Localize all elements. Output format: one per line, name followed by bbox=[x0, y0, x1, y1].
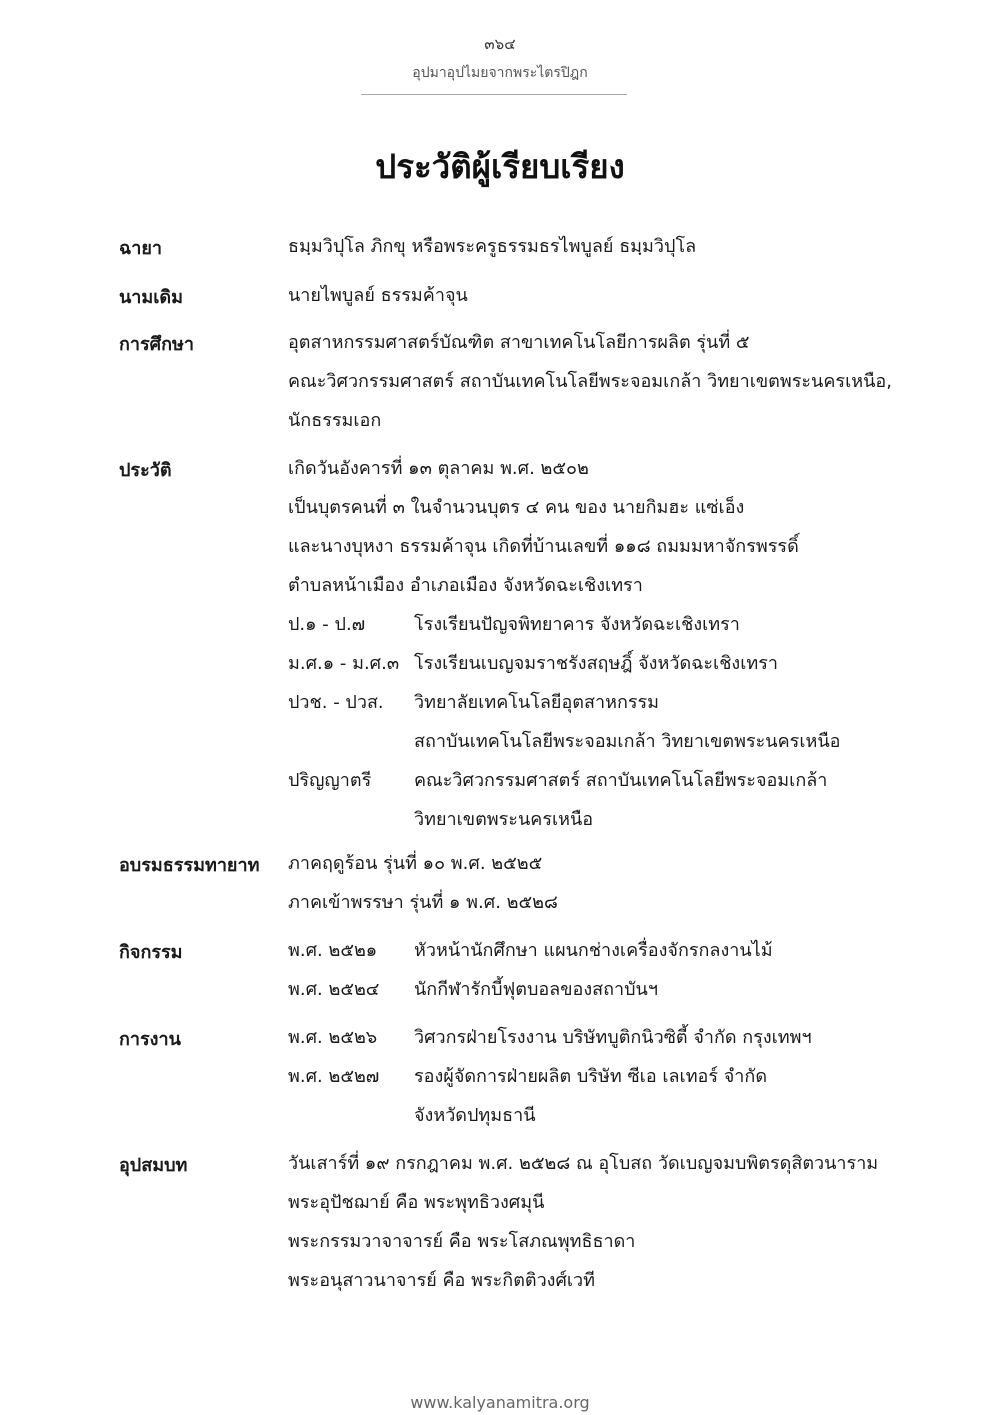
section-label: การศึกษา bbox=[119, 334, 194, 355]
text-line: ภาคเข้าพรรษา รุ่นที่ ๑ พ.ศ. ๒๕๒๘ bbox=[288, 892, 558, 913]
section-label: อบรมธรรมทายาท bbox=[119, 855, 260, 876]
education-row bbox=[288, 728, 938, 767]
education-row bbox=[288, 767, 938, 806]
row-key: ปริญญาตรี bbox=[288, 770, 372, 791]
section-content bbox=[288, 1024, 938, 1141]
page-title: ประวัติผู้เรียบเรียง bbox=[375, 147, 625, 186]
footer-url: www.kalyanamitra.org bbox=[410, 1393, 590, 1412]
row-value: โรงเรียนปัญจพิทยาคาร จังหวัดฉะเชิงเทรา bbox=[414, 614, 740, 635]
activity-row bbox=[288, 976, 938, 1015]
section-content bbox=[288, 455, 938, 845]
row-value: นักกีฬารักบี้ฟุตบอลของสถาบันฯ bbox=[414, 979, 658, 1000]
row-value: วิศวกรฝ่ายโรงงาน บริษัทบูติกนิวซิตี้ จำกัด กรุงเทพฯ bbox=[414, 1027, 812, 1048]
education-row bbox=[288, 689, 938, 728]
section-content bbox=[288, 282, 938, 321]
text-line: ธมฺมวิปุโล ภิกขุ หรือพระครูธรรมธรไพบูลย์ ธมฺมวิปุโล bbox=[288, 236, 697, 257]
education-row bbox=[288, 611, 938, 650]
section-label: ประวัติ bbox=[119, 460, 172, 481]
section-label: นามเดิม bbox=[119, 287, 183, 308]
text-line: พระกรรมวาจาจารย์ คือ พระโสภณพุทธิธาดา bbox=[288, 1231, 636, 1252]
section-content bbox=[288, 233, 938, 272]
row-value: หัวหน้านักศึกษา แผนกช่างเครื่องจักรกลงานไม้ bbox=[414, 940, 773, 961]
text-line: อุตสาหกรรมศาสตร์บัณฑิต สาขาเทคโนโลยีการผลิต รุ่นที่ ๕ bbox=[288, 332, 750, 353]
work-row bbox=[288, 1063, 938, 1102]
text-line: คณะวิศวกรรมศาสตร์ สถาบันเทคโนโลยีพระจอมเกล้า วิทยาเขตพระนครเหนือ, bbox=[288, 371, 892, 392]
row-value: วิทยาลัยเทคโนโลยีอุตสาหกรรม bbox=[414, 692, 660, 713]
work-row bbox=[288, 1102, 938, 1141]
section-content bbox=[288, 937, 938, 1015]
text-line: เกิดวันอังคารที่ ๑๓ ตุลาคม พ.ศ. ๒๕๐๒ bbox=[288, 458, 589, 479]
text-line: ตำบลหน้าเมือง อำเภอเมือง จังหวัดฉะเชิงเทรา bbox=[288, 575, 643, 596]
work-row bbox=[288, 1024, 938, 1063]
section-label: การงาน bbox=[119, 1029, 181, 1050]
row-value: สถาบันเทคโนโลยีพระจอมเกล้า วิทยาเขตพระนครเหนือ bbox=[414, 731, 841, 752]
text-line: ภาคฤดูร้อน รุ่นที่ ๑๐ พ.ศ. ๒๕๒๕ bbox=[288, 853, 543, 874]
section-content bbox=[288, 1150, 938, 1306]
row-key: ป.๑ - ป.๗ bbox=[288, 614, 366, 635]
text-line: และนางบุหงา ธรรมค้าจุน เกิดที่บ้านเลขที่ ๑๑๘ ถมมมหาจักรพรรดิ์ bbox=[288, 536, 799, 557]
row-key: พ.ศ. ๒๕๒๗ bbox=[288, 1066, 380, 1087]
header-divider bbox=[361, 94, 627, 95]
education-row bbox=[288, 650, 938, 689]
row-key: ม.ศ.๑ - ม.ศ.๓ bbox=[288, 653, 400, 674]
text-line: พระอุปัชฌาย์ คือ พระพุทธิวงศมุนี bbox=[288, 1192, 545, 1213]
row-value: วิทยาเขตพระนครเหนือ bbox=[414, 809, 594, 830]
section-content bbox=[288, 329, 938, 446]
section-label: กิจกรรม bbox=[119, 942, 183, 963]
text-line: นักธรรมเอก bbox=[288, 410, 382, 431]
section-label: อุปสมบท bbox=[119, 1155, 188, 1176]
text-line: เป็นบุตรคนที่ ๓ ในจำนวนบุตร ๔ คน ของ นายกิมฮะ แซ่เอ็ง bbox=[288, 497, 745, 518]
text-line: วันเสาร์ที่ ๑๙ กรกฎาคม พ.ศ. ๒๕๒๘ ณ อุโบสถ วัดเบญจมบพิตรดุสิตวนาราม bbox=[288, 1153, 879, 1174]
row-value: รองผู้จัดการฝ่ายผลิต บริษัท ซีเอ เลเทอร์ จำกัด bbox=[414, 1066, 768, 1087]
section-label: ฉายา bbox=[119, 238, 163, 259]
row-value: โรงเรียนเบญจมราชรังสฤษฎิ์ จังหวัดฉะเชิงเทรา bbox=[414, 653, 779, 674]
section-content bbox=[288, 850, 938, 928]
activity-row bbox=[288, 937, 938, 976]
row-key: พ.ศ. ๒๕๒๖ bbox=[288, 1027, 378, 1048]
running-head: อุปมาอุปไมยจากพระไตรปิฎก bbox=[412, 65, 588, 81]
row-value: จังหวัดปทุมธานี bbox=[414, 1105, 536, 1126]
row-key: พ.ศ. ๒๕๒๔ bbox=[288, 979, 380, 1000]
row-value: คณะวิศวกรรมศาสตร์ สถาบันเทคโนโลยีพระจอมเกล้า bbox=[414, 770, 828, 791]
education-row bbox=[288, 806, 938, 845]
text-line: นายไพบูลย์ ธรรมค้าจุน bbox=[288, 285, 468, 306]
row-key: ปวช. - ปวส. bbox=[288, 692, 384, 713]
text-line: พระอนุสาวนาจารย์ คือ พระกิตติวงศ์เวที bbox=[288, 1270, 596, 1291]
page-number: ๓๖๔ bbox=[484, 35, 516, 53]
row-key: พ.ศ. ๒๕๒๑ bbox=[288, 940, 378, 961]
